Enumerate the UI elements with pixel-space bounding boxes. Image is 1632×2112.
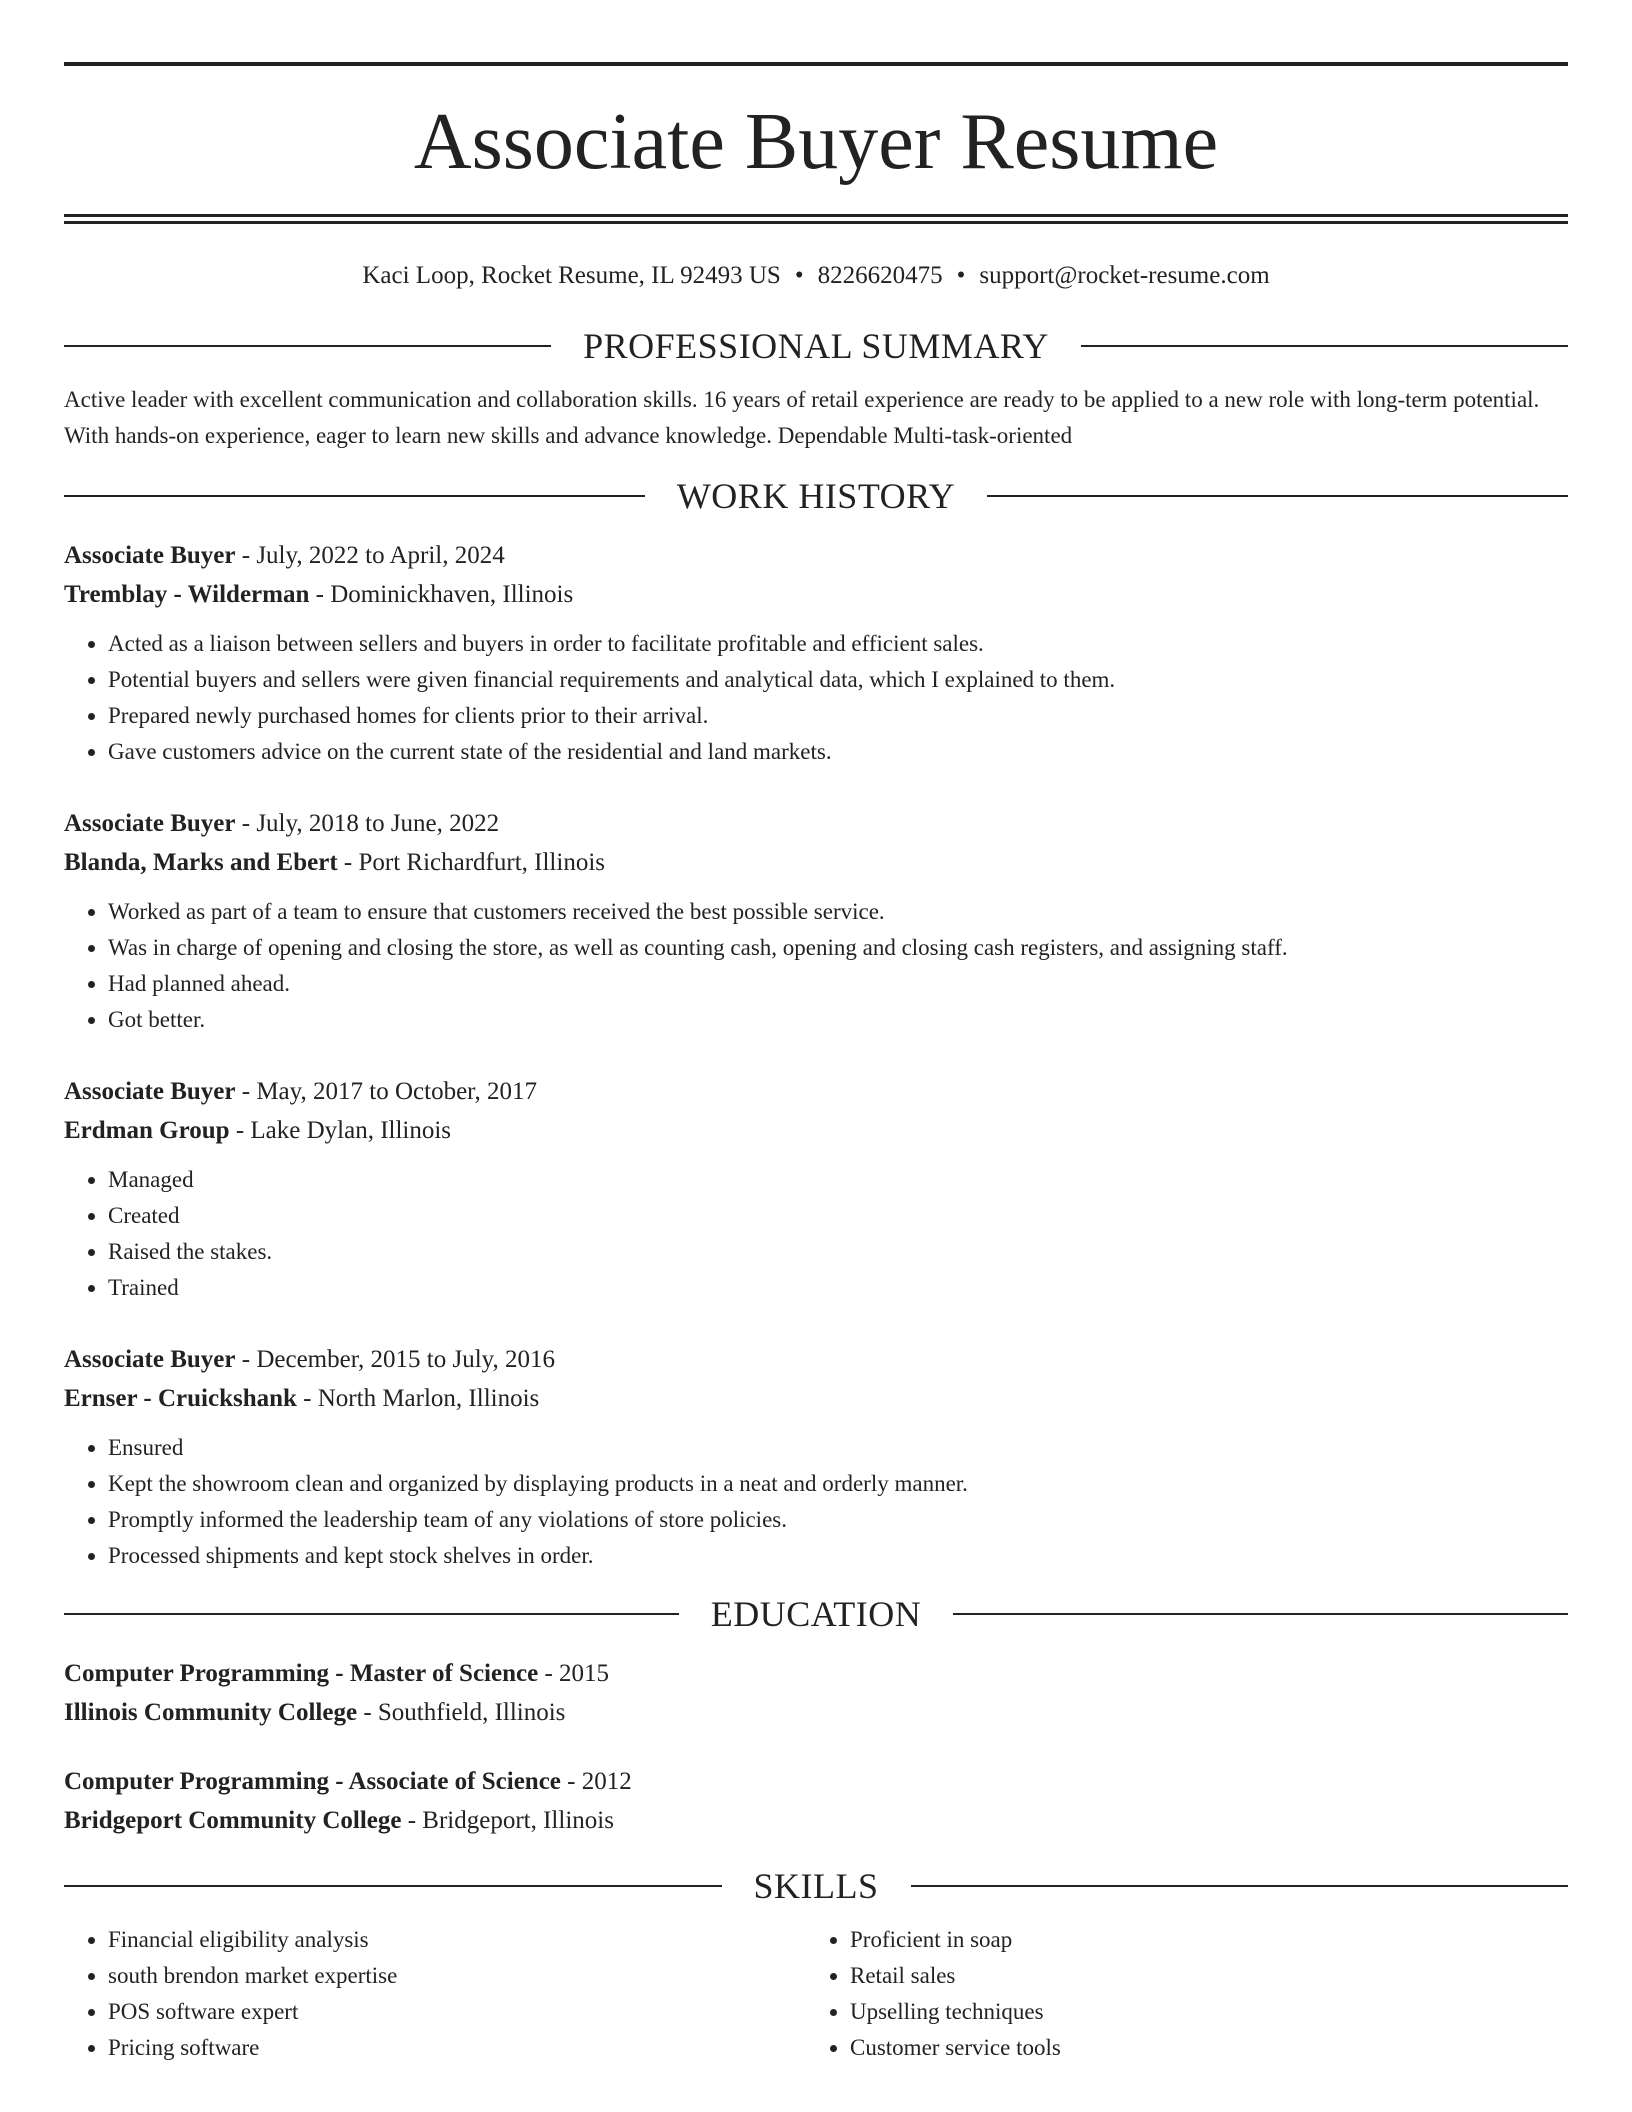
job-title-line — [64, 1340, 1568, 1379]
section-title: EDUCATION — [710, 1594, 922, 1634]
education-entry — [64, 1762, 1568, 1840]
job-dates: - May, 2017 to October, 2017 — [235, 1078, 537, 1105]
list-item: • Kept the showroom clean and organized by displaying products in a neat and orderly manner. — [108, 1466, 1568, 1502]
top-rule — [64, 62, 1568, 66]
section-header-education — [64, 1592, 1568, 1636]
divider — [1081, 345, 1568, 347]
skills-column-left — [64, 1922, 806, 2066]
list-item: • Gave customers advice on the current state of the residential and land markets. — [108, 734, 1568, 770]
job-entry — [64, 1340, 1568, 1574]
job-bullets — [64, 894, 1568, 1038]
list-item: • Raised the stakes. — [108, 1234, 1568, 1270]
job-title-line — [64, 1072, 1568, 1111]
list-item: • Had planned ahead. — [108, 966, 1568, 1002]
list-item: • Promptly informed the leadership team of any violations of store policies. — [108, 1502, 1568, 1538]
job-company-line — [64, 843, 1568, 882]
contact-line — [64, 258, 1568, 294]
list-item: • south brendon market expertise — [108, 1958, 806, 1994]
section-header-skills — [64, 1864, 1568, 1908]
list-item: • Financial eligibility analysis — [108, 1922, 806, 1958]
education-degree: Computer Programming - Master of Science — [64, 1660, 539, 1687]
job-company: Ernser - Cruickshank — [64, 1385, 297, 1412]
divider — [911, 1885, 1569, 1887]
job-bullets — [64, 1430, 1568, 1574]
job-location: - Port Richardfurt, Illinois — [337, 849, 605, 876]
list-item: • Worked as part of a team to ensure that customers received the best possible service. — [108, 894, 1568, 930]
job-title: Associate Buyer — [64, 810, 236, 837]
job-location: - North Marlon, Illinois — [296, 1385, 540, 1412]
list-item: • Customer service tools — [850, 2030, 1548, 2066]
section-title: SKILLS — [753, 1866, 879, 1906]
contact-phone: 8226620475 — [817, 262, 943, 289]
contact-separator: • — [956, 262, 966, 289]
job-company-line — [64, 575, 1568, 614]
list-item: • Proficient in soap — [850, 1922, 1548, 1958]
list-item: • Retail sales — [850, 1958, 1548, 1994]
list-item: • Trained — [108, 1270, 1568, 1306]
job-company-line — [64, 1111, 1568, 1150]
job-title: Associate Buyer — [64, 1078, 236, 1105]
divider — [953, 1613, 1568, 1615]
job-location: - Lake Dylan, Illinois — [229, 1117, 452, 1144]
job-title: Associate Buyer — [64, 1346, 236, 1373]
list-item: • Processed shipments and kept stock shelves in order. — [108, 1538, 1568, 1574]
contact-address: Kaci Loop, Rocket Resume, IL 92493 US — [362, 262, 781, 289]
job-dates: - July, 2022 to April, 2024 — [235, 542, 505, 569]
education-school-line — [64, 1693, 1568, 1732]
divider — [64, 1613, 679, 1615]
education-location: - Southfield, Illinois — [357, 1699, 566, 1726]
education-degree-line — [64, 1762, 1568, 1801]
job-title: Associate Buyer — [64, 542, 236, 569]
job-bullets — [64, 626, 1568, 770]
list-item: • Created — [108, 1198, 1568, 1234]
resume-page — [64, 0, 1568, 2066]
list-item: • Managed — [108, 1162, 1568, 1198]
list-item: • Ensured — [108, 1430, 1568, 1466]
section-header-summary — [64, 324, 1568, 368]
job-title-line — [64, 804, 1568, 843]
skills-list — [64, 1922, 1568, 2066]
list-item: • Pricing software — [108, 2030, 806, 2066]
job-company: Erdman Group — [64, 1117, 230, 1144]
job-entry — [64, 804, 1568, 1038]
education-year: - 2015 — [538, 1660, 610, 1687]
divider — [987, 495, 1568, 497]
section-header-work — [64, 474, 1568, 518]
list-item: • Prepared newly purchased homes for clients prior to their arrival. — [108, 698, 1568, 734]
education-entry — [64, 1654, 1568, 1732]
skills-column-right — [806, 1922, 1548, 2066]
job-entry — [64, 1072, 1568, 1306]
education-school: Bridgeport Community College — [64, 1807, 402, 1834]
section-title: WORK HISTORY — [676, 476, 956, 516]
divider — [64, 1885, 722, 1887]
job-dates: - July, 2018 to June, 2022 — [235, 810, 500, 837]
contact-email: support@rocket-resume.com — [979, 262, 1270, 289]
list-item: • Potential buyers and sellers were given financial requirements and analytical data, which I explained to them. — [108, 662, 1568, 698]
section-title: PROFESSIONAL SUMMARY — [583, 326, 1049, 366]
job-title-line — [64, 536, 1568, 575]
education-degree-line — [64, 1654, 1568, 1693]
education-school-line — [64, 1801, 1568, 1840]
list-item: • Was in charge of opening and closing the store, as well as counting cash, opening and closing cash registers, and assigning staff. — [108, 930, 1568, 966]
job-entry — [64, 536, 1568, 770]
list-item: • Upselling techniques — [850, 1994, 1548, 2030]
education-degree: Computer Programming - Associate of Science — [64, 1768, 561, 1795]
list-item: • Acted as a liaison between sellers and buyers in order to facilitate profitable and efficient sales. — [108, 626, 1568, 662]
title-double-rule — [64, 214, 1568, 224]
job-company: Blanda, Marks and Ebert — [64, 849, 338, 876]
divider — [64, 345, 551, 347]
divider — [64, 495, 645, 497]
job-dates: - December, 2015 to July, 2016 — [235, 1346, 556, 1373]
summary-text: Active leader with excellent communication and collaboration skills. 16 years of retail experience are ready to be applied to a new role with long-term potential. With hands-on experience, eager to learn new skills and advance knowledge. Dependable Multi-task-oriented — [64, 387, 1540, 448]
education-school: Illinois Community College — [64, 1699, 358, 1726]
education-year: - 2012 — [560, 1768, 632, 1795]
job-company: Tremblay - Wilderman — [64, 581, 310, 608]
job-company-line — [64, 1379, 1568, 1418]
job-location: - Dominickhaven, Illinois — [309, 581, 574, 608]
education-location: - Bridgeport, Illinois — [401, 1807, 614, 1834]
resume-title: Associate Buyer Resume — [413, 98, 1219, 186]
job-bullets — [64, 1162, 1568, 1306]
list-item: • Got better. — [108, 1002, 1568, 1038]
list-item: • POS software expert — [108, 1994, 806, 2030]
contact-separator: • — [794, 262, 804, 289]
